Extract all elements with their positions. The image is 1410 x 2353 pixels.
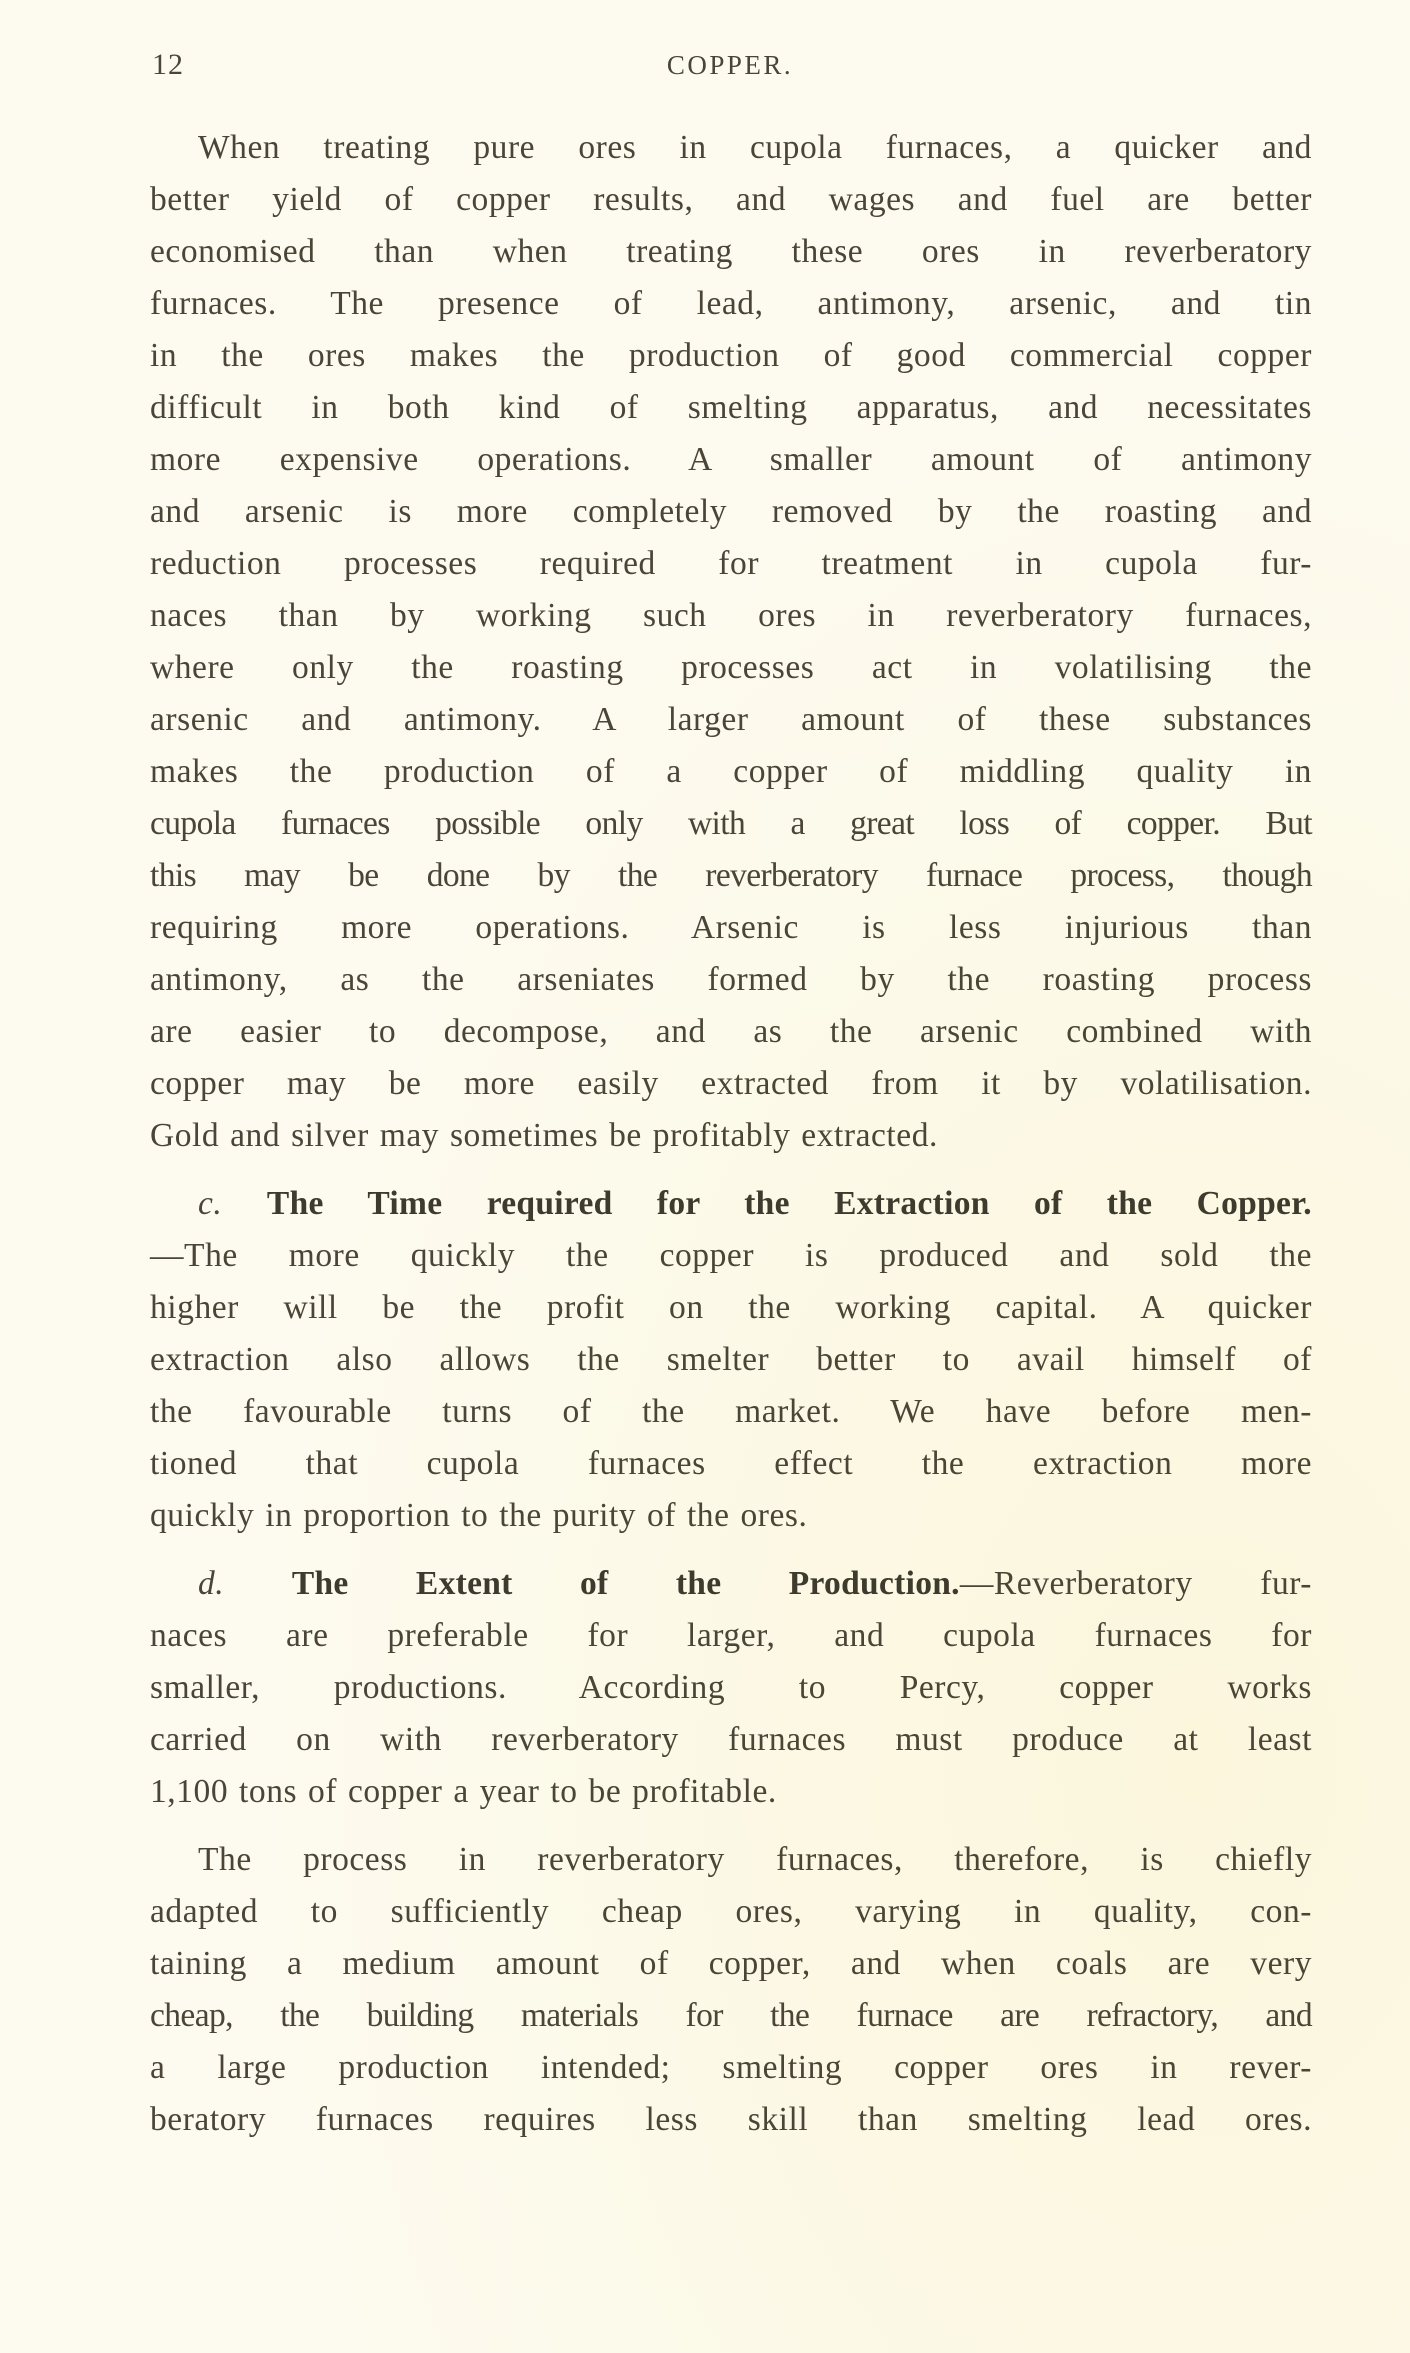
section-heading: The Extent of the Production.	[291, 1565, 960, 1602]
text-line: naces are preferable for larger, and cupola furnaces for	[150, 1617, 1312, 1654]
text-line: extraction also allows the smelter better to avail himself of	[150, 1341, 1312, 1378]
text-line: tioned that cupola furnaces effect the extraction more	[150, 1445, 1312, 1482]
text-line: are easier to decompose, and as the arsenic combined with	[150, 1013, 1312, 1050]
text-line: antimony, as the arseniates formed by the roasting process	[150, 961, 1312, 998]
paragraph-reverberatory-process	[150, 1834, 1312, 2146]
text-line: cupola furnaces possible only with a great loss of copper. But	[150, 805, 1312, 842]
text-line: 1,100 tons of copper a year to be profitable.	[150, 1773, 777, 1810]
text-line: copper may be more easily extracted from it by volatilisation.	[150, 1065, 1312, 1102]
text-line: smaller, productions. According to Percy, copper works	[150, 1669, 1312, 1706]
text-line: where only the roasting processes act in volatilising the	[150, 649, 1312, 686]
text-line: beratory furnaces requires less skill than smelting lead ores.	[150, 2101, 1312, 2138]
text-line: and arsenic is more completely removed by the roasting and	[150, 493, 1312, 530]
text-line: makes the production of a copper of middling quality in	[150, 753, 1312, 790]
text-line: economised than when treating these ores in reverberatory	[150, 233, 1312, 270]
text-line: quickly in proportion to the purity of the ores.	[150, 1497, 808, 1534]
section-label: d.	[198, 1565, 225, 1602]
page-body	[150, 122, 1312, 2160]
section-heading-line	[150, 1178, 1312, 1230]
text-line: a large production intended; smelting copper ores in rever-	[150, 2049, 1312, 2086]
text-line: When treating pure ores in cupola furnaces, a quicker and	[198, 129, 1312, 166]
text-line: adapted to sufficiently cheap ores, varying in quality, con-	[150, 1893, 1312, 1930]
text-line: carried on with reverberatory furnaces must produce at least	[150, 1721, 1312, 1758]
text-line: taining a medium amount of copper, and when coals are very	[150, 1945, 1312, 1982]
text-line: better yield of copper results, and wages and fuel are better	[150, 181, 1312, 218]
text-line: furnaces. The presence of lead, antimony, arsenic, and tin	[150, 285, 1312, 322]
section-heading-line	[150, 1558, 1312, 1610]
text-line: cheap, the building materials for the furnace are refractory, and	[150, 1997, 1312, 2034]
text-line: Gold and silver may sometimes be profitably extracted.	[150, 1117, 938, 1154]
page-header	[150, 48, 1310, 88]
text-line: the favourable turns of the market. We have before men-	[150, 1393, 1312, 1430]
paragraph-furnace-comparison	[150, 122, 1312, 1162]
text-line: reduction processes required for treatment in cupola fur-	[150, 545, 1312, 582]
text-line: arsenic and antimony. A larger amount of these substances	[150, 701, 1312, 738]
text-line: The process in reverberatory furnaces, therefore, is chiefly	[198, 1841, 1312, 1878]
text-line: more expensive operations. A smaller amount of antimony	[150, 441, 1312, 478]
text-line: difficult in both kind of smelting apparatus, and necessitates	[150, 389, 1312, 426]
running-title: COPPER.	[666, 50, 794, 80]
text-line: naces than by working such ores in reverberatory furnaces,	[150, 597, 1312, 634]
text-line: this may be done by the reverberatory furnace process, though	[150, 857, 1312, 894]
section-heading-tail: —Reverberatory fur-	[959, 1565, 1312, 1602]
text-line: requiring more operations. Arsenic is less injurious than	[150, 909, 1312, 946]
section-heading: The Time required for the Extraction of the Copper.	[266, 1185, 1312, 1222]
section-d-extent-of-production	[150, 1558, 1312, 1818]
text-line: in the ores makes the production of good commercial copper	[150, 337, 1312, 374]
text-line: higher will be the profit on the working capital. A quicker	[150, 1289, 1312, 1326]
section-c-time-required	[150, 1178, 1312, 1542]
section-label: c.	[198, 1185, 223, 1222]
page-number: 12	[152, 48, 184, 81]
text-line: —The more quickly the copper is produced and sold the	[150, 1237, 1312, 1274]
